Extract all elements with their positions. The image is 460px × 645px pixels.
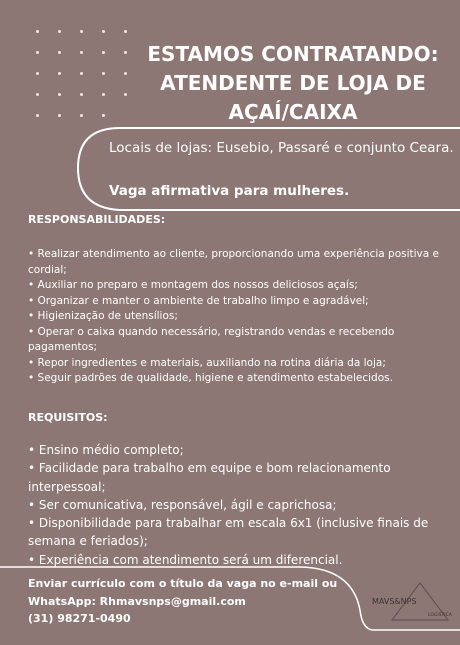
title-line-1: ESTAMOS CONTRATANDO: [147,42,439,66]
decorative-dot [102,114,105,117]
company-logo-subtitle: LOGISTICA [428,613,452,618]
list-item: • Operar o caixa quando necessário, registrando vendas e recebendo pagamentos; [28,325,395,353]
decorative-dot [80,30,83,33]
footer-line-1: Enviar currículo com o título da vaga no e-mail ou [28,577,338,590]
list-item: • Seguir padrões de qualidade, higiene e atendimento estabelecidos. [28,372,393,384]
decorative-dot [36,114,39,117]
footer-email[interactable]: WhatsApp: Rhmavsnps@gmail.com [28,594,246,608]
decorative-dot [58,72,61,75]
affirmative-note: Vaga afirmativa para mulheres. [109,183,350,199]
decorative-dot [124,51,127,54]
decorative-dot [58,51,61,54]
decorative-dot [102,93,105,96]
decorative-dot [80,51,83,54]
decorative-dot [36,51,39,54]
decorative-dot [80,114,83,117]
decorative-dot [102,51,105,54]
decorative-dot [102,72,105,75]
decorative-dot [102,30,105,33]
decorative-dot [124,30,127,33]
list-item: • Experiência com atendimento será um diferencial. [28,552,343,567]
decorative-dot [124,93,127,96]
requirements-list [28,441,456,569]
store-locations: Locais de lojas: Eusebio, Passaré e conjunto Ceara. [109,140,454,156]
decorative-dot [36,72,39,75]
title-line-3: AÇAÍ/CAIXA [228,100,358,124]
list-item: • Auxiliar no preparo e montagem dos nossos deliciosos açaís; [28,279,358,291]
decorative-dot [36,30,39,33]
list-item: • Disponibilidade para trabalhar em escala 6x1 (inclusive finais de semana e feriados); [28,516,429,549]
decorative-dot [124,72,127,75]
decorative-dot [36,93,39,96]
list-item: • Ser comunicativa, responsável, ágil e caprichosa; [28,497,337,512]
list-item: • Organizar e manter o ambiente de trabalho limpo e agradável; [28,294,369,307]
decorative-dot [80,93,83,96]
footer-phone[interactable]: (31) 98271-0490 [28,612,131,625]
list-item: • Ensino médio completo; [28,443,184,457]
application-info [28,575,348,628]
list-item: • Repor ingredientes e materiais, auxiliando na rotina diária da loja; [28,356,386,369]
decorative-dot [58,30,61,33]
list-item: • Facilidade para trabalho em equipe e bom relacionamento interpessoal; [28,461,391,494]
responsibilities-heading: RESPONSABILIDADES: [28,213,166,226]
decorative-dot-grid [36,30,136,130]
title-line-2: ATENDENTE DE LOJA DE [160,71,426,95]
page-title [128,40,458,127]
list-item: • Higienização de utensílios; [28,310,178,322]
decorative-dot [58,114,61,117]
decorative-dot [80,72,83,75]
list-item: • Realizar atendimento ao cliente, proporcionando uma experiência positiva e cordial; [28,248,439,276]
company-logo: MAVS&NPS [372,597,417,606]
decorative-dot [58,93,61,96]
responsibilities-list [28,247,456,387]
requirements-heading: REQUISITOS: [28,411,108,424]
